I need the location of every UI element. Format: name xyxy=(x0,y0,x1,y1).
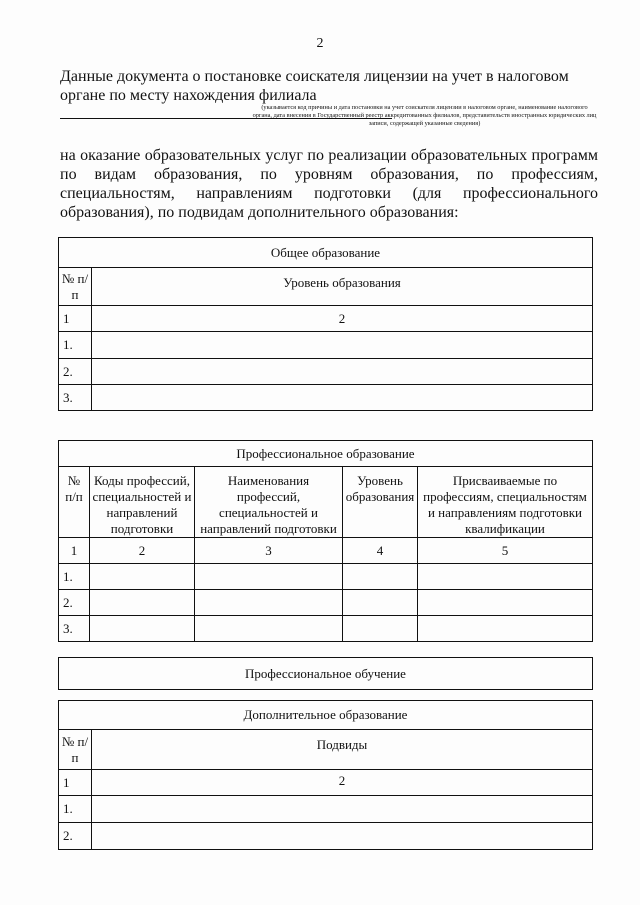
tax-doc-note: (указывается код причины и дата постановки на учет соискателя лицензии в налоговом органе, наименование налогового органа, дата внесения в Государственный реестр аккредитованных филиалов, представительств иностранных юридических лиц записи, содержащей указанные сведения) xyxy=(252,104,597,127)
professional-training-table xyxy=(58,657,593,690)
col-number-header: № п/п xyxy=(59,268,92,306)
purpose-paragraph: на оказание образовательных услуг по реализации образовательных программ по видам образования, по уровням образования, по профессиям, специальностям, направлениям подготовки (для профессионального образования), по подвидам дополнительного образования: xyxy=(60,147,598,221)
page-number: 2 xyxy=(316,36,324,51)
row-number: 1. xyxy=(59,564,90,590)
index-cell: 1 xyxy=(59,306,92,332)
level-cell[interactable] xyxy=(343,564,418,590)
row-number: 2. xyxy=(59,359,92,385)
index-cell: 1 xyxy=(59,770,92,796)
qualification-cell[interactable] xyxy=(418,564,593,590)
row-number: 3. xyxy=(59,616,90,642)
index-cell: 2 xyxy=(92,306,593,332)
additional-education-title: Дополнительное образование xyxy=(59,701,593,730)
general-education-table xyxy=(58,237,593,411)
tax-doc-text: Данные документа о постановке соискателя лицензии на учет в налоговом органе по месту нахождения филиала xyxy=(60,68,569,104)
professional-education-table xyxy=(58,440,593,642)
col-level-header: Уровень образования xyxy=(343,467,418,538)
col-level-header: Уровень образования xyxy=(92,268,593,306)
index-cell: 3 xyxy=(195,538,343,564)
codes-cell[interactable] xyxy=(90,616,195,642)
codes-cell[interactable] xyxy=(90,590,195,616)
col-number-header: № п/п xyxy=(59,467,90,538)
codes-cell[interactable] xyxy=(90,564,195,590)
index-cell: 2 xyxy=(92,770,593,796)
index-cell: 4 xyxy=(343,538,418,564)
names-cell[interactable] xyxy=(195,616,343,642)
col-number-header: № п/п xyxy=(59,730,92,770)
index-cell: 2 xyxy=(90,538,195,564)
names-cell[interactable] xyxy=(195,564,343,590)
row-number: 1. xyxy=(59,332,92,359)
row-number: 2. xyxy=(59,590,90,616)
qualification-cell[interactable] xyxy=(418,590,593,616)
col-names-header: Наименования профессий, специальностей и направлений подготовки xyxy=(195,467,343,538)
level-cell[interactable] xyxy=(343,590,418,616)
col-subtypes-header: Подвиды xyxy=(92,730,593,770)
index-cell: 5 xyxy=(418,538,593,564)
index-cell: 1 xyxy=(59,538,90,564)
subtype-cell[interactable] xyxy=(92,823,593,850)
col-codes-header: Коды профессий, специальностей и направлений подготовки xyxy=(90,467,195,538)
general-education-title: Общее образование xyxy=(59,238,593,268)
additional-education-table xyxy=(58,700,593,850)
names-cell[interactable] xyxy=(195,590,343,616)
qualification-cell[interactable] xyxy=(418,616,593,642)
level-cell[interactable] xyxy=(92,385,593,411)
row-number: 3. xyxy=(59,385,92,411)
col-qualification-header: Присваиваемые по профессиям, специальностям и направлениям подготовки квалификации xyxy=(418,467,593,538)
subtype-cell[interactable] xyxy=(92,796,593,823)
row-number: 2. xyxy=(59,823,92,850)
level-cell[interactable] xyxy=(92,332,593,359)
professional-education-title: Профессиональное образование xyxy=(59,441,593,467)
level-cell[interactable] xyxy=(92,359,593,385)
level-cell[interactable] xyxy=(343,616,418,642)
row-number: 1. xyxy=(59,796,92,823)
professional-training-title: Профессиональное обучение xyxy=(59,658,593,690)
